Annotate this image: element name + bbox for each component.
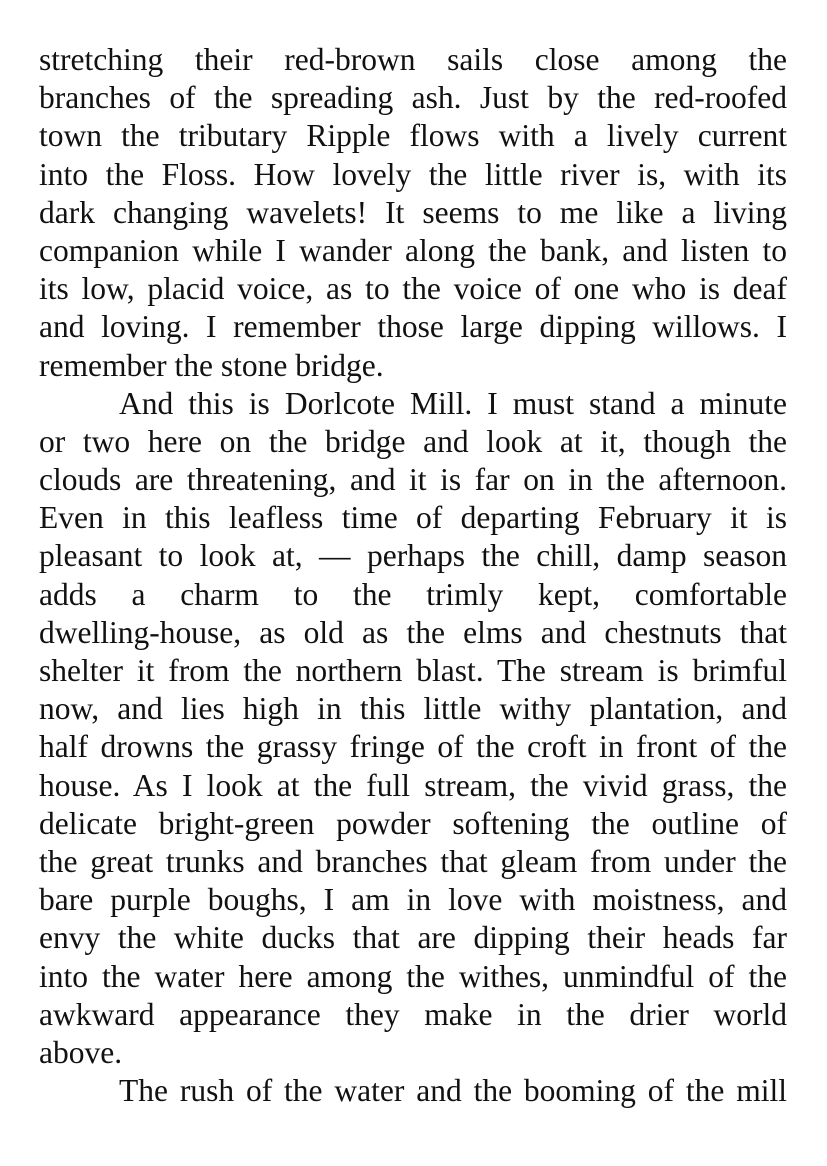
text-line: into the Floss. How lovely the little river is, with its <box>39 156 787 192</box>
text-line: shelter it from the northern blast. The stream is brimful <box>39 653 787 688</box>
text-line: town the tributary Ripple flows with a lively current <box>39 118 787 154</box>
text-line: or two here on the bridge and look at it, though the <box>39 423 787 459</box>
text-line: pleasant to look at, — perhaps the chill, damp season <box>39 538 787 574</box>
text-line: house. As I look at the full stream, the vivid grass, the <box>39 767 787 803</box>
paragraph-1 <box>39 41 787 385</box>
text-line: companion while I wander along the bank, and listen to <box>39 232 787 268</box>
book-page <box>39 41 787 1110</box>
text-line: And this is Dorlcote Mill. I must stand a minute <box>119 385 787 421</box>
paragraph-2 <box>39 385 787 1072</box>
text-line: into the water here among the withes, unmindful of the <box>39 958 787 994</box>
text-line: clouds are threatening, and it is far on in the afternoon. <box>39 462 787 498</box>
text-line: branches of the spreading ash. Just by the red-roofed <box>39 80 787 116</box>
text-line: dwelling-house, as old as the elms and chestnuts that <box>39 614 787 650</box>
text-line: dark changing wavelets! It seems to me like a living <box>39 194 787 230</box>
text-line: bare purple boughs, I am in love with moistness, and <box>39 882 787 918</box>
text-line: stretching their red-brown sails close among the <box>39 42 787 77</box>
text-line: remember the stone bridge. <box>39 347 384 383</box>
text-line: Even in this leafless time of departing February it is <box>39 500 787 536</box>
text-line: the great trunks and branches that gleam from under the <box>39 843 787 879</box>
text-line: and loving. I remember those large dipping willows. I <box>39 309 787 345</box>
text-line: above. <box>39 1034 123 1070</box>
text-line: adds a charm to the trimly kept, comfortable <box>39 576 787 612</box>
text-line: awkward appearance they make in the drier world <box>39 996 787 1032</box>
text-line: delicate bright-green powder softening the outline of <box>39 805 787 841</box>
text-line: its low, placid voice, as to the voice of one who is deaf <box>39 271 787 307</box>
text-line: now, and lies high in this little withy plantation, and <box>39 691 787 727</box>
text-line: envy the white ducks that are dipping their heads far <box>39 920 787 956</box>
paragraph-3 <box>39 1072 787 1110</box>
text-line: The rush of the water and the booming of the mill <box>119 1073 787 1109</box>
text-line: half drowns the grassy fringe of the croft in front of the <box>39 729 787 765</box>
